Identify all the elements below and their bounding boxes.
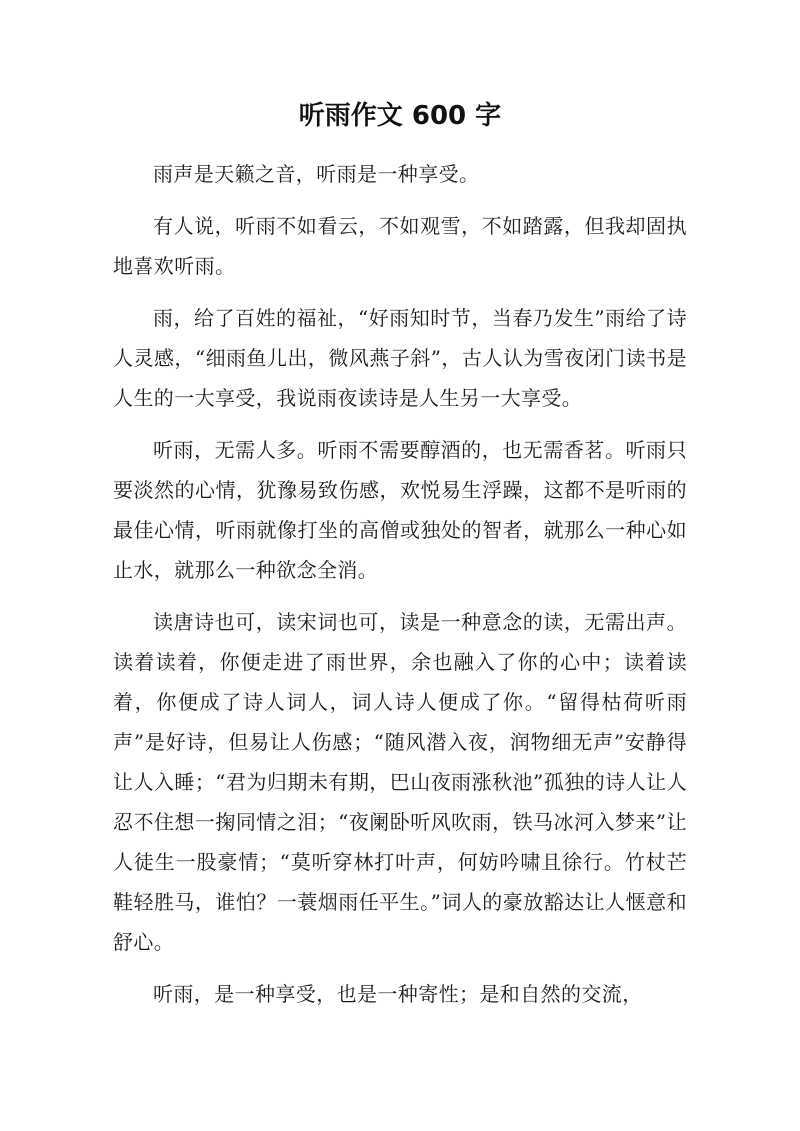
document-body: [113, 154, 687, 1026]
paragraph-4: 听雨，无需人多。听雨不需要醇酒的，也无需香茗。听雨只要淡然的心情，犹豫易致伤感，欢悦易生浮躁，这都不是听雨的最佳心情，听雨就像打坐的高僧或独处的智者，就那么一种心如止水，就那么一种欲念全消。: [113, 438, 687, 582]
paragraph-3: 雨，给了百姓的福祉，“好雨知时节，当春乃发生”雨给了诗人灵感，“细雨鱼儿出，微风燕子斜”，古人认为雪夜闭门读书是人生的一大享受，我说雨夜读诗是人生另一大享受。: [113, 306, 687, 410]
paragraph-6: 听雨，是一种享受，也是一种寄性；是和自然的交流，: [153, 982, 643, 1006]
paragraph-2: 有人说，听雨不如看云，不如观雪，不如踏露，但我却固执地喜欢听雨。: [113, 214, 687, 278]
paragraph-5: 读唐诗也可，读宋词也可，读是一种意念的读，无需出声。读着读着，你便走进了雨世界，余也融入了你的心中；读着读着，你便成了诗人词人，词人诗人便成了你。“留得枯荷听雨声”是好诗，但易让人伤感；“随风潜入夜，润物细无声”安静得让人入睡；“君为归期未有期，巴山夜雨涨秋池”孤独的诗人让人忍不住想一掬同情之泪；“夜阑卧听风吹雨，铁马冰河入梦来”让人徒生一股豪情；“莫听穿林打叶声，何妨吟啸且徐行。竹杖芒鞋轻胜马，谁怕？一蓑烟雨任平生。”词人的豪放豁达让人惬意和舒心。: [113, 610, 687, 954]
paragraph-1: 雨声是天籁之音，听雨是一种享受。: [153, 162, 480, 186]
document-title: 听雨作文 600 字: [298, 101, 502, 131]
